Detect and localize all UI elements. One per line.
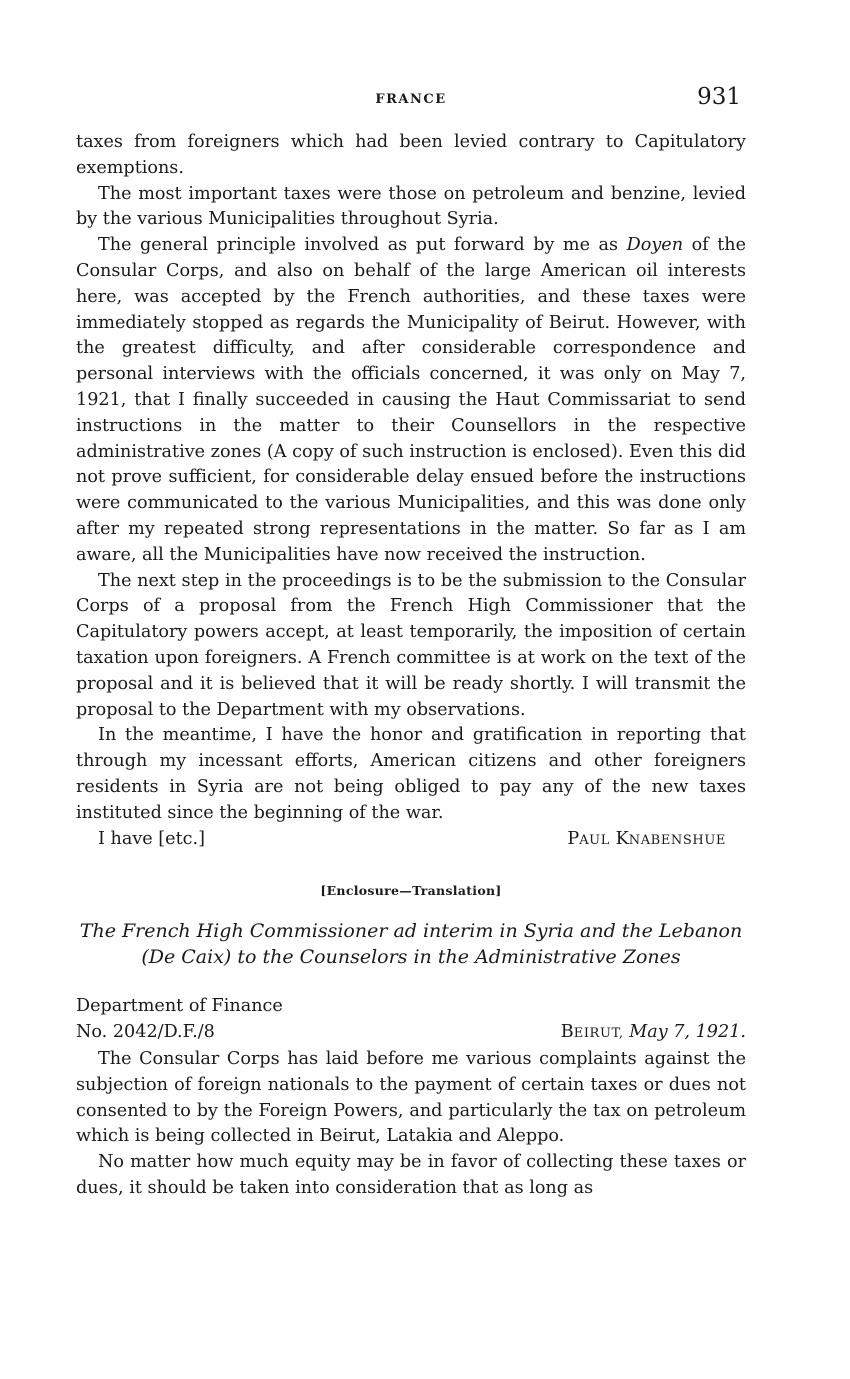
body-paragraph-3 [76,233,746,568]
letter-date: May 7, 1921. [629,1022,746,1043]
document-page [76,84,746,1202]
reference-dateline [76,1020,746,1047]
doyen-term: Doyen [626,235,684,256]
closing-text: I have [etc.] [98,828,205,849]
heading-line-1: The French High Commissioner ad interim in Syria and the Lebanon [79,920,743,943]
department-name: Department of Finance [76,996,283,1017]
paragraph-lead: The general principle involved as put forward by me as [98,235,619,256]
running-header [76,84,746,116]
place-date: BEIRUT, May 7, 1921. [560,1022,746,1043]
running-title: FRANCE [375,92,447,107]
body-paragraph-5: In the meantime, I have the honor and gratification in reporting that through my incessant efforts, American citizens and other foreigners residents in Syria are not being obliged to pay any of the new taxes instituted since the beginning of the war. [76,725,746,823]
enclosure-label: [Enclosure—Translation] [320,883,502,899]
signature: PAUL KNABENSHUE [567,828,726,849]
document-heading [76,918,746,970]
enclosure-paragraph-1: The Consular Corps has laid before me various complaints against the subjection of foreign nationals to the payment of certain taxes or dues not consented to by the Foreign Powers, and particularly the tax on petroleum which is being collected in Beirut, Latakia and Aleppo. [76,1048,746,1147]
heading-line-2: (De Caix) to the Counselors in the Administrative Zones [141,946,681,969]
body-paragraph-1: taxes from foreigners which had been levied contrary to Capitulatory exemptions. [76,132,746,178]
page-number: 931 [697,84,741,110]
enclosure-paragraph-2: No matter how much equity may be in favor of collecting these taxes or dues, it should be taken into consideration that as long as [76,1152,746,1198]
body-paragraph-2: The most important taxes were those on petroleum and benzine, levied by the various Municipalities throughout Syria. [76,183,746,230]
body-paragraph-4: The next step in the proceedings is to be the submission to the Consular Corps of a proposal from the French High Commissioner that the Capitulatory powers accept, at least temporarily, the imposition of certain taxation upon foreigners. A French committee is at work on the text of the proposal and it is believed that it will be ready shortly. I will transmit the proposal to the Department with my observations. [76,570,746,720]
paragraph-continuation: of the Consular Corps, and also on behalf of the large American oil interests here, was accepted by the French authorities, and these taxes were immediately stopped as regards the Municipality of Beirut. However, with the greatest difficulty, and after considerable correspondence and personal interviews with the officials concerned, it was only on May 7, 1921, that I finally succeeded in causing the Haut Commissariat to send instructions in the matter to their Counsellors in the respective administrative zones (A copy of such instruction is enclosed). Even this did not prove sufficient, for considerable delay ensued before the instructions were communicated to the various Municipalities, and this was done only after my repeated strong representations in the matter. So far as I am aware, all the Municipalities have now received the instruction. [76,235,747,565]
department-line [76,994,746,1020]
signoff-line [76,827,746,854]
reference-number: No. 2042/D.F./8 [76,1022,215,1043]
